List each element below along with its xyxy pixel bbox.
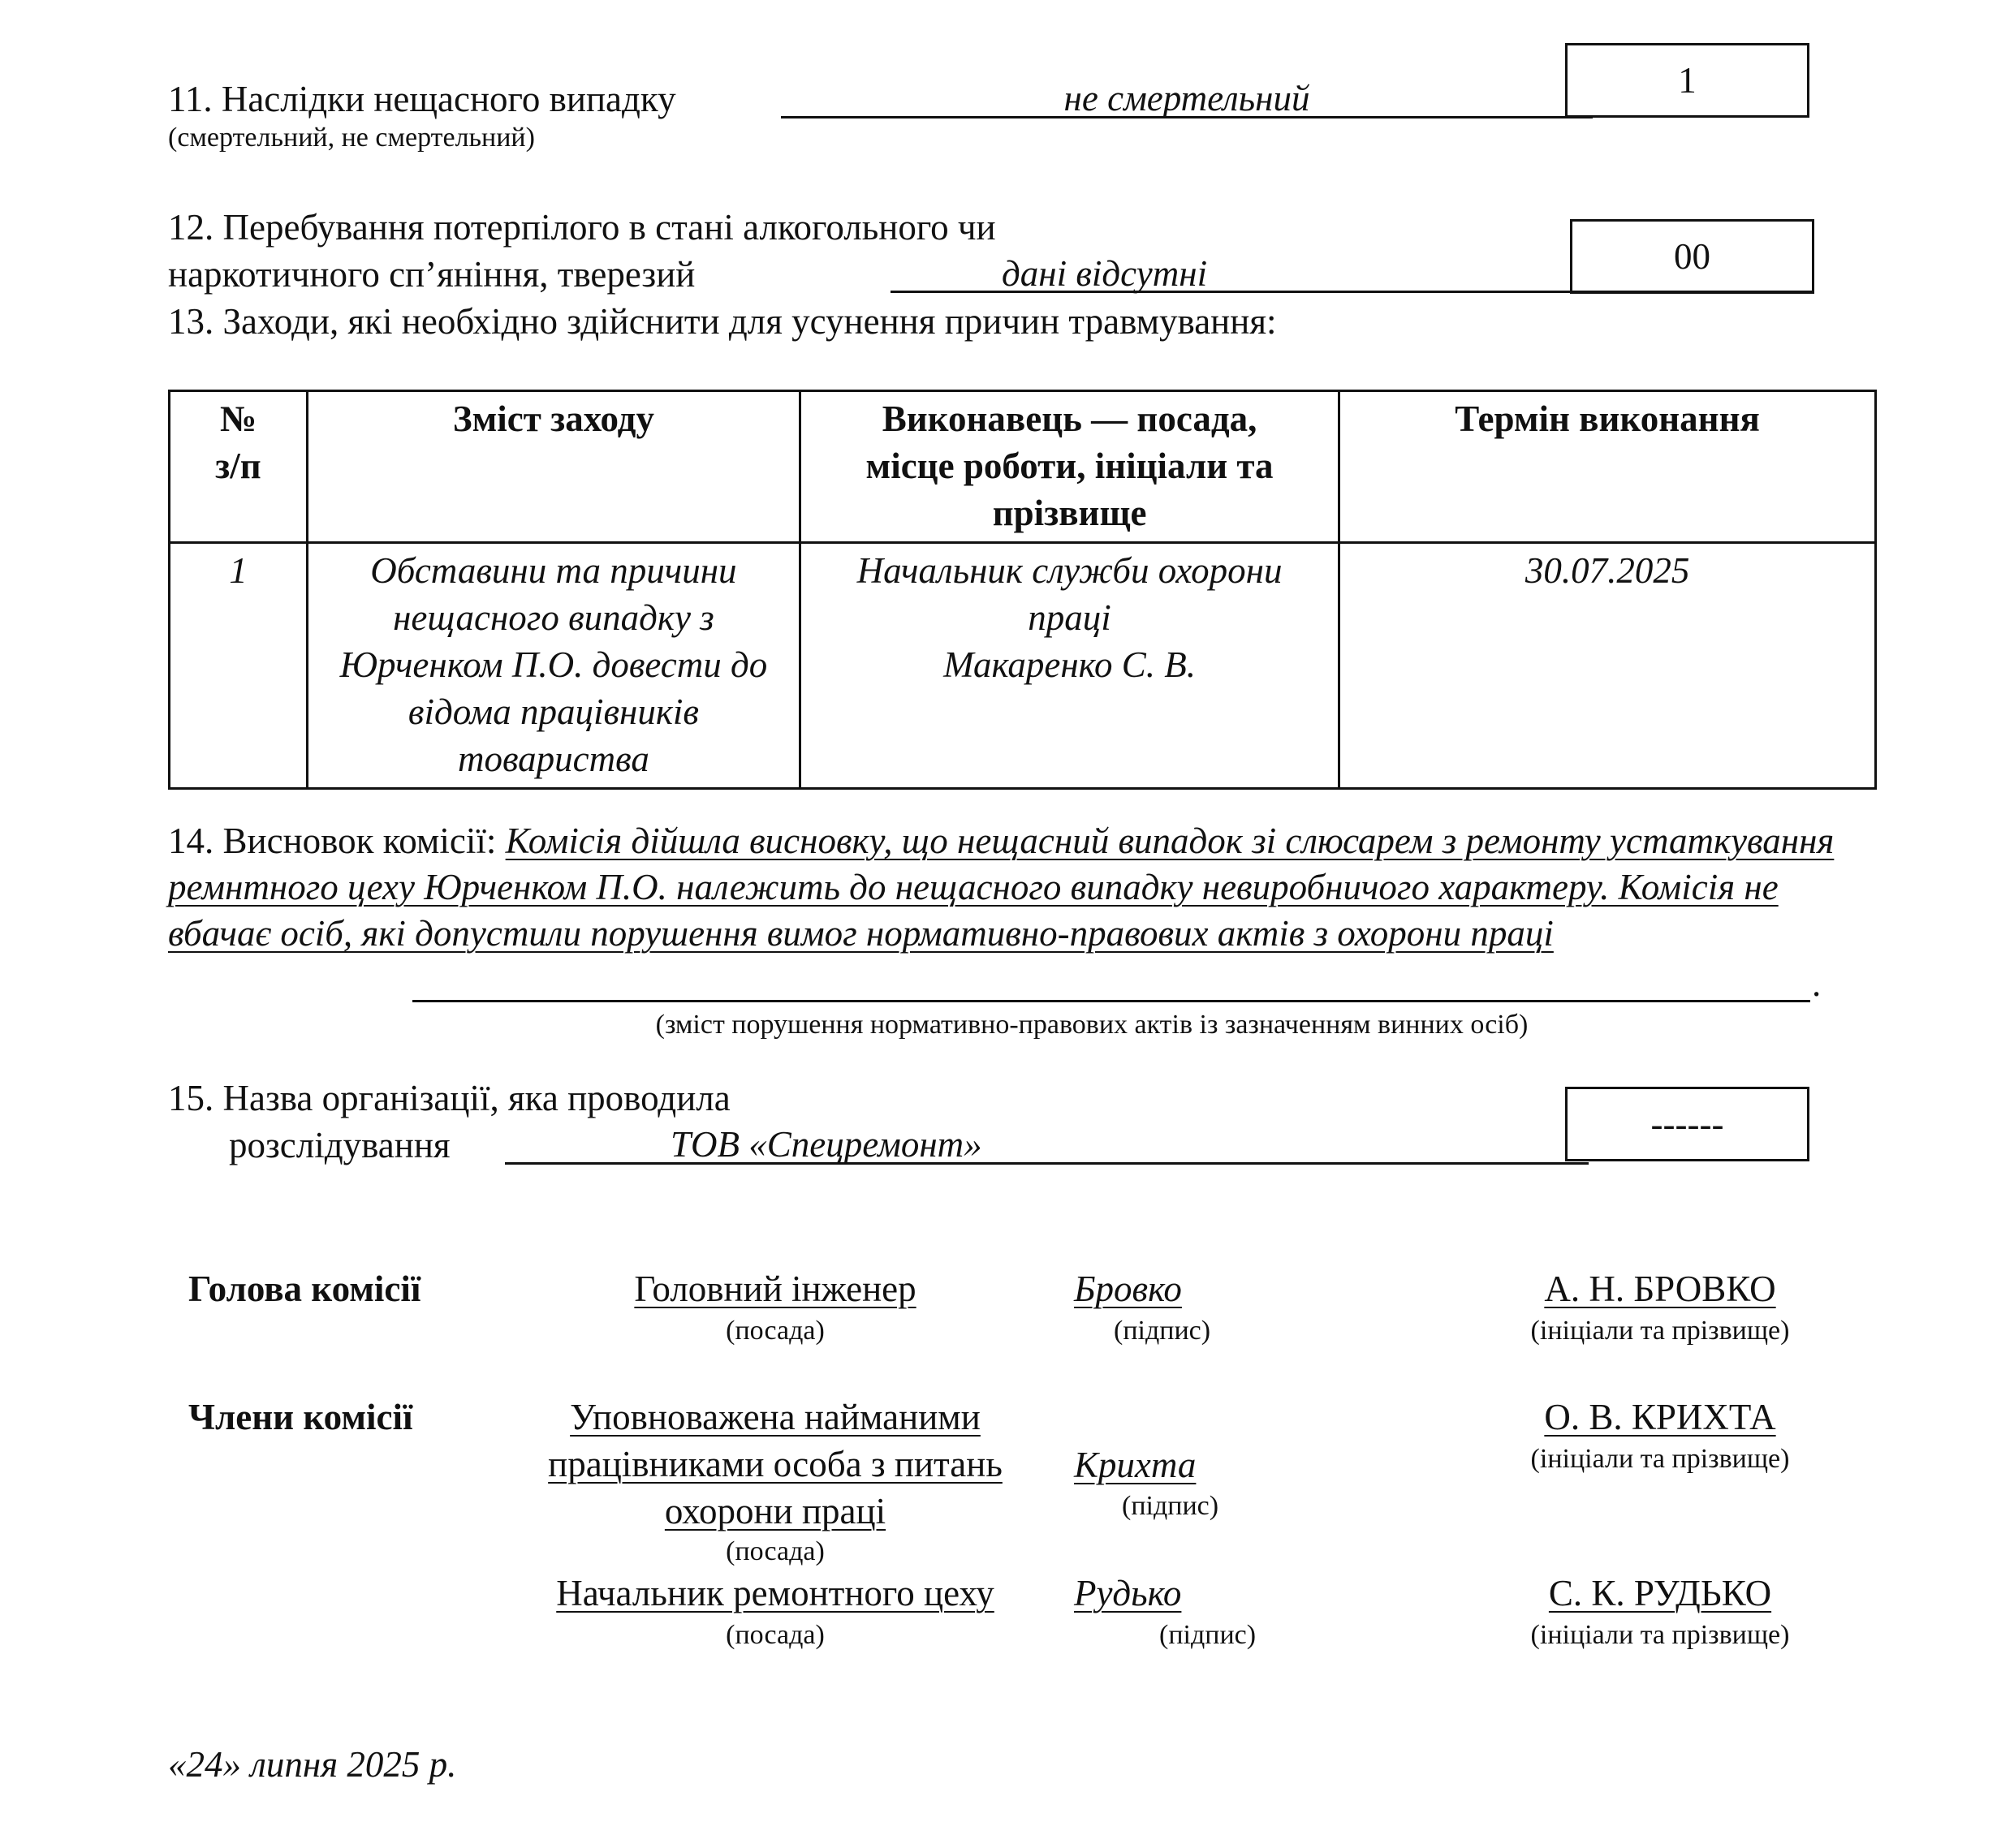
chair-title: Голова комісії <box>188 1269 421 1309</box>
section14-fill-line <box>412 1000 1810 1002</box>
row-executor-name: Макаренко С. В. <box>943 644 1197 685</box>
member1-position-hint: (посада) <box>726 1536 825 1566</box>
section11-hint: (смертельний, не смертельний) <box>168 123 535 153</box>
section15-value: ТОВ «Спецремонт» <box>671 1124 982 1165</box>
chair-signature: Бровко <box>1074 1269 1182 1309</box>
chair-position: Головний інженер <box>634 1269 916 1309</box>
chair-name: А. Н. БРОВКО <box>1544 1269 1776 1309</box>
members-title: Члени комісії <box>188 1397 413 1437</box>
chair-signature-hint: (підпис) <box>1114 1316 1211 1346</box>
member1-signature-hint: (підпис) <box>1122 1491 1219 1521</box>
row-executor-position: Начальник служби охорони праці <box>856 550 1283 638</box>
member1-position-line1: Уповноважена найманими <box>570 1397 981 1437</box>
table-header-row <box>170 391 1876 543</box>
section11-code-box: 1 <box>1565 43 1809 118</box>
section12-code-box: 00 <box>1570 219 1814 294</box>
member1-name: О. В. КРИХТА <box>1544 1397 1776 1437</box>
section15-label-line1: 15. Назва організації, яка проводила <box>168 1078 731 1118</box>
measures-table <box>168 390 1877 790</box>
section11-value: не смертельний <box>1063 78 1310 118</box>
member2-name: С. К. РУДЬКО <box>1548 1573 1772 1613</box>
section14-hint: (зміст порушення нормативно-правових актів із зазначенням винних осіб) <box>655 1010 1529 1040</box>
section14-label: 14. Висновок комісії: <box>168 821 497 861</box>
table-row <box>170 543 1876 789</box>
section14-text: Комісія дійшла висновку, що нещасний випадок зі слюсарем з ремонту устаткування ремнтного цеху Юрченком П.О. належить до нещасного випадку невиробничого характеру. Комісія не вбачає осіб, які допустили порушення вимог нормативно-правових актів з охорони праці <box>168 821 1835 954</box>
row-deadline: 30.07.2025 <box>1339 543 1876 789</box>
member2-name-hint: (ініціали та прізвище) <box>1530 1620 1790 1650</box>
section14-end: . <box>1812 963 1822 1004</box>
section14-conclusion <box>168 818 1873 957</box>
section15-code-box: ------ <box>1565 1087 1809 1161</box>
member1-position-line2: працівниками особа з питань <box>548 1444 1003 1484</box>
row-executor <box>800 543 1339 789</box>
chair-name-hint: (ініціали та прізвище) <box>1530 1316 1790 1346</box>
section12-label-line2: наркотичного сп’яніння, тверезий <box>168 254 696 295</box>
header-executor: Виконавець — посада, місце роботи, ініціали та прізвище <box>800 391 1339 543</box>
document-date: «24» липня 2025 р. <box>168 1744 457 1785</box>
section15-label-line2: розслідування <box>229 1125 451 1165</box>
header-num: № з/п <box>170 391 308 543</box>
section12-value: дані відсутні <box>1002 253 1208 294</box>
member1-name-hint: (ініціали та прізвище) <box>1530 1444 1790 1474</box>
header-content: Зміст заходу <box>307 391 800 543</box>
section13-label: 13. Заходи, які необхідно здійснити для усунення причин травмування: <box>168 301 1277 342</box>
section11-label: 11. Наслідки нещасного випадку <box>168 79 676 119</box>
header-deadline: Термін виконання <box>1339 391 1876 543</box>
row-content: Обставини та причини нещасного випадку з Юрченком П.О. довести до відома працівників товариства <box>307 543 800 789</box>
member2-position-hint: (посада) <box>726 1620 825 1650</box>
member2-signature-hint: (підпис) <box>1159 1620 1257 1650</box>
section12-label-line1: 12. Перебування потерпілого в стані алкогольного чи <box>168 207 996 248</box>
member2-signature: Рудько <box>1074 1573 1182 1613</box>
member2-position: Начальник ремонтного цеху <box>556 1573 994 1613</box>
section15-underline <box>505 1162 1589 1165</box>
member1-position-line3: охорони праці <box>664 1491 886 1531</box>
chair-position-hint: (посада) <box>726 1316 825 1346</box>
row-num: 1 <box>170 543 308 789</box>
member1-signature: Крихта <box>1074 1445 1197 1485</box>
